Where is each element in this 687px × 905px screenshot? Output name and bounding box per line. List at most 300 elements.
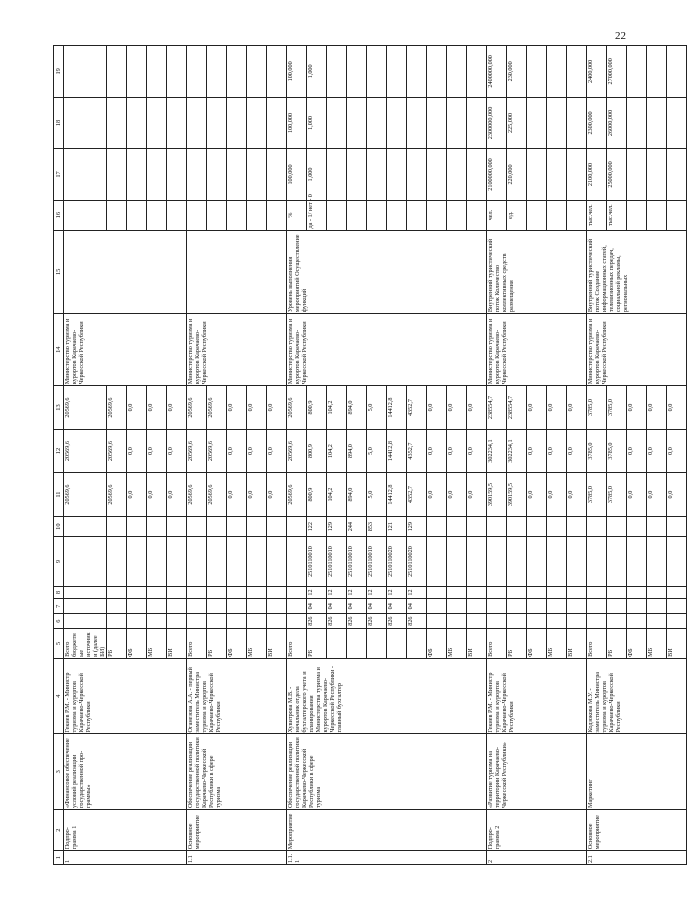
value-c8 <box>647 586 667 599</box>
table-row <box>287 46 307 865</box>
value-c6: 826 <box>407 614 427 629</box>
value-c11: 5,0 <box>367 473 387 517</box>
column-header: 17 <box>54 149 64 201</box>
value-c10 <box>547 516 567 537</box>
row-responsible: Кодзокова М.У. - заместитель Министра туризма и курортов Карачаево-Черкесской Республики <box>587 658 687 734</box>
value-c13: 20569,6 <box>107 386 127 430</box>
value-c13: 0,0 <box>247 386 267 430</box>
row-code: 1.1 <box>187 851 287 865</box>
column-header: 12 <box>54 429 64 473</box>
value-c13: 0,0 <box>227 386 247 430</box>
value-c13: 0,0 <box>267 386 287 430</box>
value-c13: 3785,0 <box>607 386 627 430</box>
row-responsible: Гекиев Р.М. - Министр туризма и курортов Карачаево-Черкесской Республики <box>64 658 187 734</box>
value-c12: 3785,0 <box>607 429 627 473</box>
value-c13: 800,9 <box>307 386 327 430</box>
value-c18 <box>367 97 387 149</box>
value-c17 <box>527 149 547 201</box>
value-c17 <box>467 149 487 201</box>
value-c12: 0,0 <box>447 429 467 473</box>
funding-source: МБ <box>447 629 467 659</box>
value-c13: 0,0 <box>527 386 547 430</box>
value-c6 <box>207 614 227 629</box>
value-c12: 0,0 <box>527 429 547 473</box>
value-c12: 104,2 <box>327 429 347 473</box>
value-c6 <box>247 614 267 629</box>
column-header: 14 <box>54 314 64 386</box>
value-c13: 3785,0 <box>587 386 607 430</box>
funding-source: ФБ <box>127 629 147 659</box>
value-c8 <box>227 586 247 599</box>
column-header: 7 <box>54 599 64 614</box>
value-c7 <box>607 599 627 614</box>
value-c6 <box>107 614 127 629</box>
value-c6 <box>287 614 307 629</box>
value-c12: 0,0 <box>227 429 247 473</box>
value-c18 <box>527 97 547 149</box>
value-c8 <box>667 586 687 599</box>
value-c11: 20569,6 <box>287 473 307 517</box>
value-c16 <box>227 200 247 230</box>
funding-source <box>387 629 407 659</box>
value-c19 <box>407 46 427 98</box>
value-c10 <box>527 516 547 537</box>
funding-source: РБ <box>507 629 527 659</box>
row-executor: Министерство туризма и курортов Карачаево-Черкесской Республики <box>64 314 187 386</box>
value-c6 <box>627 614 647 629</box>
value-c9 <box>607 537 627 586</box>
value-c13: 0,0 <box>167 386 187 430</box>
value-c18 <box>567 97 587 149</box>
value-c9: 2510110010 <box>367 537 387 586</box>
value-c8 <box>147 586 167 599</box>
value-c12: 0,0 <box>127 429 147 473</box>
value-c11: 3785,0 <box>587 473 607 517</box>
value-c16 <box>527 200 547 230</box>
value-c8 <box>267 586 287 599</box>
value-c9 <box>147 537 167 586</box>
value-c19 <box>167 46 187 98</box>
value-c7 <box>507 599 527 614</box>
value-c9: 2510110020 <box>407 537 427 586</box>
value-c19 <box>107 46 127 98</box>
column-header: 10 <box>54 516 64 537</box>
value-c8 <box>527 586 547 599</box>
value-c9: 2510110020 <box>387 537 407 586</box>
value-c7 <box>547 599 567 614</box>
value-c9 <box>167 537 187 586</box>
value-c11: 0,0 <box>647 473 667 517</box>
value-c17 <box>667 149 687 201</box>
value-c10 <box>64 516 107 537</box>
value-c17 <box>447 149 467 201</box>
value-c17: 2100,000 <box>587 149 607 201</box>
value-c19 <box>567 46 587 98</box>
value-c7 <box>487 599 507 614</box>
value-c16 <box>207 200 227 230</box>
funding-source: Всего <box>187 629 207 659</box>
value-c12: 302234,1 <box>507 429 527 473</box>
funding-source: МБ <box>547 629 567 659</box>
page-number: 22 <box>615 30 626 42</box>
value-c8: 12 <box>307 586 327 599</box>
value-c8 <box>447 586 467 599</box>
value-c6 <box>127 614 147 629</box>
value-c16 <box>167 200 187 230</box>
value-c18 <box>667 97 687 149</box>
value-c12: 0,0 <box>427 429 447 473</box>
value-c16: да - 1/ нет - 0 <box>307 200 327 230</box>
value-c17 <box>407 149 427 201</box>
value-c18 <box>387 97 407 149</box>
value-c17 <box>427 149 447 201</box>
value-c13: 0,0 <box>547 386 567 430</box>
value-c8: 12 <box>327 586 347 599</box>
row-responsible: Оганезова А.А. - первый заместитель Министра туризма и курортов Карачаево-Черкесской Республики <box>187 658 287 734</box>
value-c18 <box>187 97 207 149</box>
value-c7 <box>527 599 547 614</box>
row-responsible: Хувитрова М.В. - начальник отдела бухгалтерского учета и планирования Министерства туризма и курортов Карачаево-Черкесской Республики - главный бухгалтер <box>287 658 487 734</box>
value-c10: 853 <box>367 516 387 537</box>
value-c10 <box>287 516 307 537</box>
value-c18 <box>407 97 427 149</box>
value-c10 <box>247 516 267 537</box>
value-c19 <box>347 46 367 98</box>
row-responsible: Гекиев Р.М. - Министр туризма и курортов Карачаево-Черкесской Республики <box>487 658 587 734</box>
value-c12: 5,0 <box>367 429 387 473</box>
value-c10: 122 <box>307 516 327 537</box>
row-name: Обеспечение реализации государственной политики Карачаево-Черкесской Республики в сфере туризма <box>187 734 287 810</box>
value-c6 <box>587 614 607 629</box>
value-c7 <box>647 599 667 614</box>
column-header: 13 <box>54 386 64 430</box>
funding-source: ФБ <box>427 629 447 659</box>
value-c9 <box>447 537 467 586</box>
value-c10 <box>207 516 227 537</box>
value-c6 <box>487 614 507 629</box>
value-c10 <box>667 516 687 537</box>
value-c10 <box>127 516 147 537</box>
value-c19 <box>467 46 487 98</box>
row-executor: Министерство туризма и курортов Карачаево-Черкесской Республики <box>287 314 487 386</box>
value-c13: 0,0 <box>567 386 587 430</box>
value-c13: 20569,6 <box>64 386 107 430</box>
value-c19 <box>667 46 687 98</box>
value-c7 <box>587 599 607 614</box>
value-c17: 100,000 <box>287 149 307 201</box>
value-c7 <box>227 599 247 614</box>
value-c17 <box>367 149 387 201</box>
value-c18 <box>627 97 647 149</box>
value-c7 <box>207 599 227 614</box>
value-c16: чел. <box>487 200 507 230</box>
value-c17 <box>547 149 567 201</box>
value-c11: 14412,8 <box>387 473 407 517</box>
value-c18 <box>427 97 447 149</box>
row-type: Подпро-грамма 1 <box>64 810 187 851</box>
value-c12: 20569,6 <box>64 429 107 473</box>
value-c6 <box>267 614 287 629</box>
value-c6: 826 <box>327 614 347 629</box>
funding-source: ВИ <box>467 629 487 659</box>
value-c18: 2300,000 <box>587 97 607 149</box>
value-c7: 04 <box>407 599 427 614</box>
value-c6 <box>507 614 527 629</box>
value-c11: 20569,6 <box>64 473 107 517</box>
value-c17 <box>207 149 227 201</box>
program-table <box>53 45 687 865</box>
value-c6 <box>547 614 567 629</box>
value-c13: 20569,6 <box>207 386 227 430</box>
value-c9 <box>567 537 587 586</box>
value-c12: 0,0 <box>267 429 287 473</box>
value-c9 <box>267 537 287 586</box>
value-c9 <box>487 537 507 586</box>
value-c17 <box>267 149 287 201</box>
value-c7 <box>127 599 147 614</box>
value-c11: 0,0 <box>627 473 647 517</box>
value-c7 <box>187 599 207 614</box>
value-c6 <box>167 614 187 629</box>
column-header: 5 <box>54 629 64 659</box>
value-c9 <box>107 537 127 586</box>
value-c6: 826 <box>307 614 327 629</box>
value-c7: 04 <box>387 599 407 614</box>
value-c19: 2400,000 <box>587 46 607 98</box>
value-c19 <box>427 46 447 98</box>
value-c16 <box>247 200 267 230</box>
value-c17 <box>647 149 667 201</box>
value-c12: 20569,6 <box>207 429 227 473</box>
value-c16 <box>407 200 427 230</box>
value-c17 <box>627 149 647 201</box>
column-header: 19 <box>54 46 64 98</box>
row-executor: Министерство туризма и курортов Карачаево-Черкесской Республики <box>587 314 687 386</box>
value-c19: 2400000,000 <box>487 46 507 98</box>
value-c16 <box>447 200 467 230</box>
value-c17 <box>347 149 367 201</box>
value-c6 <box>647 614 667 629</box>
value-c9 <box>127 537 147 586</box>
value-c7 <box>567 599 587 614</box>
funding-source: РБ <box>207 629 227 659</box>
value-c10 <box>607 516 627 537</box>
value-c9 <box>207 537 227 586</box>
value-c10 <box>427 516 447 537</box>
value-c8 <box>587 586 607 599</box>
funding-source: ВИ <box>667 629 687 659</box>
column-header: 9 <box>54 537 64 586</box>
value-c18 <box>467 97 487 149</box>
value-c10 <box>267 516 287 537</box>
value-c6: 826 <box>367 614 387 629</box>
table-frame <box>53 45 674 865</box>
value-c16 <box>107 200 127 230</box>
value-c17 <box>227 149 247 201</box>
value-c12: 4352,7 <box>407 429 427 473</box>
table-row <box>187 46 207 865</box>
value-c18: 1,000 <box>307 97 327 149</box>
value-c8: 12 <box>407 586 427 599</box>
funding-source: ВИ <box>567 629 587 659</box>
value-c17 <box>327 149 347 201</box>
value-c11: 390159,5 <box>487 473 507 517</box>
value-c18 <box>227 97 247 149</box>
row-name: «Финансовое обеспечение условий реализации государственной про-граммы» <box>64 734 187 810</box>
header-row <box>54 46 64 865</box>
value-c18 <box>347 97 367 149</box>
value-c19: 230,000 <box>507 46 527 98</box>
value-c13: 4352,7 <box>407 386 427 430</box>
row-code: 1 <box>64 851 187 865</box>
value-c8: 12 <box>367 586 387 599</box>
value-c16: % <box>287 200 307 230</box>
value-c10 <box>627 516 647 537</box>
value-c17: 220,000 <box>507 149 527 201</box>
value-c19 <box>327 46 347 98</box>
value-c10: 244 <box>347 516 367 537</box>
value-c13: 0,0 <box>127 386 147 430</box>
value-c18 <box>107 97 127 149</box>
value-c13: 20569,6 <box>187 386 207 430</box>
funding-source: МБ <box>147 629 167 659</box>
funding-source: ФБ <box>527 629 547 659</box>
value-c10 <box>487 516 507 537</box>
value-c16: тыс.чел. <box>587 200 607 230</box>
row-code: 2 <box>487 851 587 865</box>
value-c9 <box>287 537 307 586</box>
value-c10 <box>447 516 467 537</box>
value-c19 <box>227 46 247 98</box>
row-type: Основное мероприятие <box>587 810 687 851</box>
value-c12: 0,0 <box>667 429 687 473</box>
value-c7 <box>64 599 107 614</box>
value-c16 <box>427 200 447 230</box>
value-c8 <box>287 586 307 599</box>
value-c19 <box>64 46 107 98</box>
value-c9: 2510110010 <box>347 537 367 586</box>
value-c7 <box>667 599 687 614</box>
funding-source <box>367 629 387 659</box>
value-c10 <box>167 516 187 537</box>
value-c6 <box>667 614 687 629</box>
value-c17: 1,000 <box>307 149 327 201</box>
row-indicator <box>64 230 187 314</box>
funding-source: ФБ <box>627 629 647 659</box>
column-header: 3 <box>54 734 64 810</box>
value-c18 <box>247 97 267 149</box>
value-c8: 12 <box>387 586 407 599</box>
column-header: 16 <box>54 200 64 230</box>
value-c13: 238554,7 <box>487 386 507 430</box>
value-c9 <box>64 537 107 586</box>
value-c10 <box>147 516 167 537</box>
value-c16 <box>127 200 147 230</box>
value-c9 <box>427 537 447 586</box>
row-type: Мероприятие <box>287 810 487 851</box>
value-c8 <box>207 586 227 599</box>
value-c19 <box>247 46 267 98</box>
column-header: 8 <box>54 586 64 599</box>
value-c19: 100,000 <box>287 46 307 98</box>
table-row <box>487 46 507 865</box>
value-c10 <box>647 516 667 537</box>
value-c18 <box>207 97 227 149</box>
value-c12: 20569,6 <box>107 429 127 473</box>
value-c8: 12 <box>347 586 367 599</box>
value-c13: 0,0 <box>627 386 647 430</box>
value-c9 <box>187 537 207 586</box>
value-c12: 0,0 <box>547 429 567 473</box>
value-c16 <box>647 200 667 230</box>
funding-source <box>347 629 367 659</box>
row-indicator: Уровень выполнения мероприятий Осуществление функций <box>287 230 487 314</box>
value-c17 <box>107 149 127 201</box>
value-c18 <box>64 97 107 149</box>
value-c10 <box>587 516 607 537</box>
value-c12: 0,0 <box>147 429 167 473</box>
value-c8 <box>427 586 447 599</box>
value-c6 <box>567 614 587 629</box>
column-header: 18 <box>54 97 64 149</box>
value-c11: 0,0 <box>147 473 167 517</box>
table-row <box>64 46 107 865</box>
value-c11: 20569,6 <box>107 473 127 517</box>
funding-source: ВИ <box>167 629 187 659</box>
value-c11: 3785,0 <box>607 473 627 517</box>
funding-source: МБ <box>247 629 267 659</box>
value-c16 <box>327 200 347 230</box>
value-c16: тыс.чел. <box>607 200 627 230</box>
value-c13: 0,0 <box>647 386 667 430</box>
row-indicator: Внутренний туристический поток Количество коллективных средств размещения <box>487 230 587 314</box>
value-c19 <box>447 46 467 98</box>
value-c19 <box>627 46 647 98</box>
value-c19 <box>187 46 207 98</box>
value-c12: 0,0 <box>627 429 647 473</box>
value-c9 <box>227 537 247 586</box>
value-c8 <box>187 586 207 599</box>
value-c9 <box>547 537 567 586</box>
value-c13: 0,0 <box>447 386 467 430</box>
value-c18: 225,000 <box>507 97 527 149</box>
value-c18 <box>447 97 467 149</box>
value-c9 <box>507 537 527 586</box>
column-header: 4 <box>54 658 64 734</box>
value-c11: 0,0 <box>127 473 147 517</box>
value-c16 <box>187 200 207 230</box>
value-c18: 2300000,000 <box>487 97 507 149</box>
value-c8 <box>567 586 587 599</box>
value-c9: 2510110010 <box>307 537 327 586</box>
column-header: 11 <box>54 473 64 517</box>
value-c17 <box>247 149 267 201</box>
funding-source: РБ <box>307 629 327 659</box>
value-c19: 27000,000 <box>607 46 627 98</box>
value-c19 <box>527 46 547 98</box>
value-c6: 826 <box>387 614 407 629</box>
funding-source: ФБ <box>227 629 247 659</box>
value-c19 <box>547 46 567 98</box>
value-c12: 14412,8 <box>387 429 407 473</box>
value-c12: 302234,1 <box>487 429 507 473</box>
value-c6 <box>147 614 167 629</box>
value-c13: 0,0 <box>467 386 487 430</box>
value-c16: ед. <box>507 200 527 230</box>
value-c18 <box>267 97 287 149</box>
value-c11: 0,0 <box>467 473 487 517</box>
value-c6 <box>607 614 627 629</box>
